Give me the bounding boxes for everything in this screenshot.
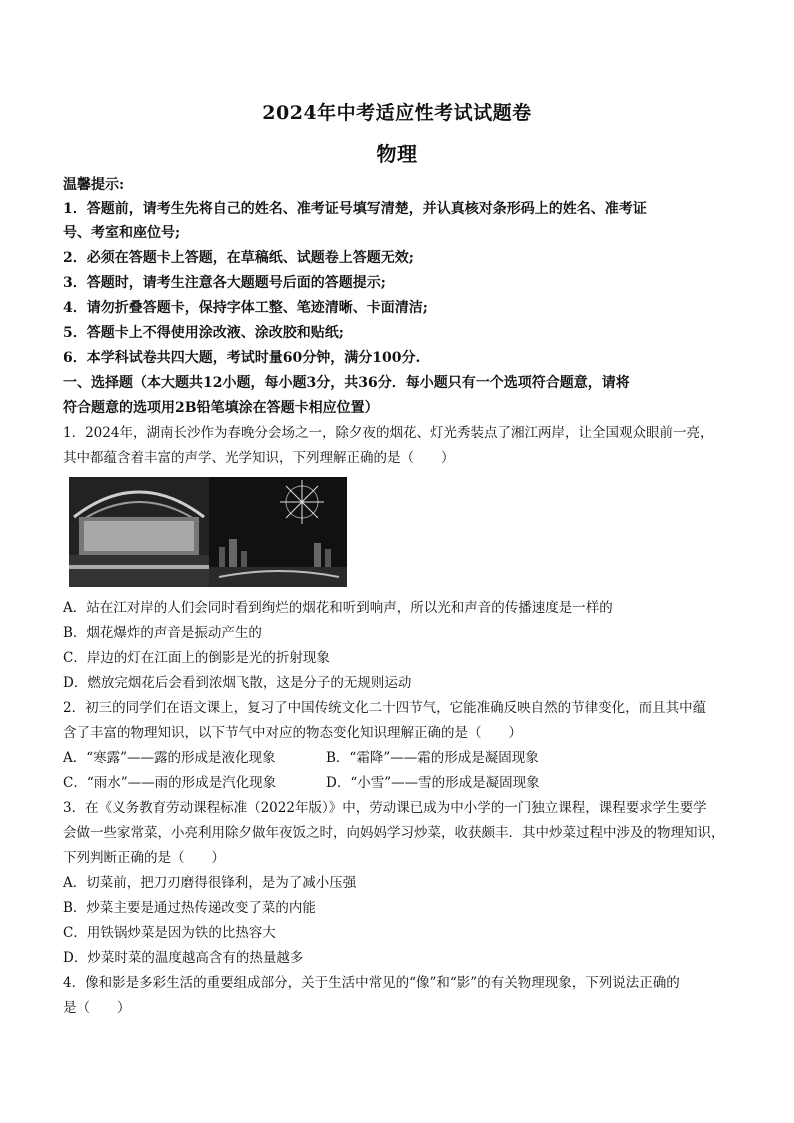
tip-item: 6．本学科试卷共四大题，考试时量60分钟，满分100分. — [63, 350, 421, 366]
question-1-option-a: A．站在江对岸的人们会同时看到绚烂的烟花和听到响声，所以光和声音的传播速度是一样的 — [63, 600, 613, 616]
tip-item: 号、考室和座位号; — [63, 225, 181, 241]
question-1-stem-cont: 其中都蕴含着丰富的声学、光学知识，下列理解正确的是（ ） — [63, 450, 455, 466]
question-2-option-c: C．“雨水”——雨的形成是汽化现象 — [63, 775, 277, 791]
subject-title: 物理 — [376, 142, 418, 166]
question-1-option-b: B．烟花爆炸的声音是振动产生的 — [63, 625, 262, 641]
question-2-stem-cont: 含了丰富的物理知识，以下节气中对应的物态变化知识理解正确的是（ ） — [63, 725, 522, 741]
tip-item: 2．必须在答题卡上答题，在草稿纸、试题卷上答题无效; — [63, 250, 414, 266]
question-1-option-d: D．燃放完烟花后会看到浓烟飞散，这是分子的无规则运动 — [63, 675, 412, 691]
question-2-option-b: B．“霜降”——霜的形成是凝固现象 — [326, 750, 539, 766]
fireworks-photo — [69, 477, 347, 587]
section-heading-cont: 符合题意的选项用2B铅笔填涂在答题卡相应位置） — [63, 400, 379, 416]
question-3-option-b: B．炒菜主要是通过热传递改变了菜的内能 — [63, 900, 316, 916]
tip-item: 3．答题时，请考生注意各大题题号后面的答题提示; — [63, 275, 386, 291]
question-4-stem: 4．像和影是多彩生活的重要组成部分，关于生活中常见的“像”和“影”的有关物理现象，下列说法正确的 — [63, 975, 680, 991]
question-2-option-d: D．“小雪”——雪的形成是凝固现象 — [326, 775, 540, 791]
question-3-option-c: C．用铁锅炒菜是因为铁的比热容大 — [63, 925, 276, 941]
section-heading: 一、选择题（本大题共12小题，每小题3分，共36分．每小题只有一个选项符合题意，请将 — [63, 375, 630, 391]
question-3-option-a: A．切菜前，把刀刃磨得很锋利，是为了减小压强 — [63, 875, 357, 891]
tips-heading: 温馨提示: — [63, 177, 125, 193]
question-1-stem: 1．2024年，湖南长沙作为春晚分会场之一，除夕夜的烟花、灯光秀装点了湘江两岸，让全国观众眼前一亮， — [63, 425, 714, 441]
question-3-stem-cont: 下列判断正确的是（ ） — [63, 850, 225, 866]
question-2-option-a: A．“寒露”——露的形成是液化现象 — [63, 750, 276, 766]
question-3-stem: 3．在《义务教育劳动课程标准（2022年版）》中，劳动课已成为中小学的一门独立课程，课程要求学生要学 — [63, 800, 707, 816]
question-2-options-row-2 — [63, 771, 743, 795]
question-4-stem-cont: 是（ ） — [63, 1000, 131, 1016]
question-3-stem-cont: 会做一些家常菜，小亮利用除夕做年夜饭之时，向妈妈学习炒菜，收获颇丰．其中炒菜过程中涉及的物理知识， — [63, 825, 725, 841]
question-1-option-c: C．岸边的灯在江面上的倒影是光的折射现象 — [63, 650, 330, 666]
question-2-options-row-1 — [63, 746, 743, 770]
tip-item: 4．请勿折叠答题卡，保持字体工整、笔迹清晰、卡面清洁; — [63, 300, 428, 316]
question-3-option-d: D．炒菜时菜的温度越高含有的热量越多 — [63, 950, 304, 966]
tip-item: 5．答题卡上不得使用涂改液、涂改胶和贴纸; — [63, 325, 344, 341]
tip-item: 1．答题前，请考生先将自己的姓名、准考证号填写清楚，并认真核对条形码上的姓名、准考证 — [63, 201, 647, 217]
exam-title: 2024年中考适应性考试试题卷 — [262, 102, 532, 124]
question-2-stem: 2．初三的同学们在语文课上，复习了中国传统文化二十四节气，它能准确反映自然的节律变化，而且其中蕴 — [63, 700, 707, 716]
